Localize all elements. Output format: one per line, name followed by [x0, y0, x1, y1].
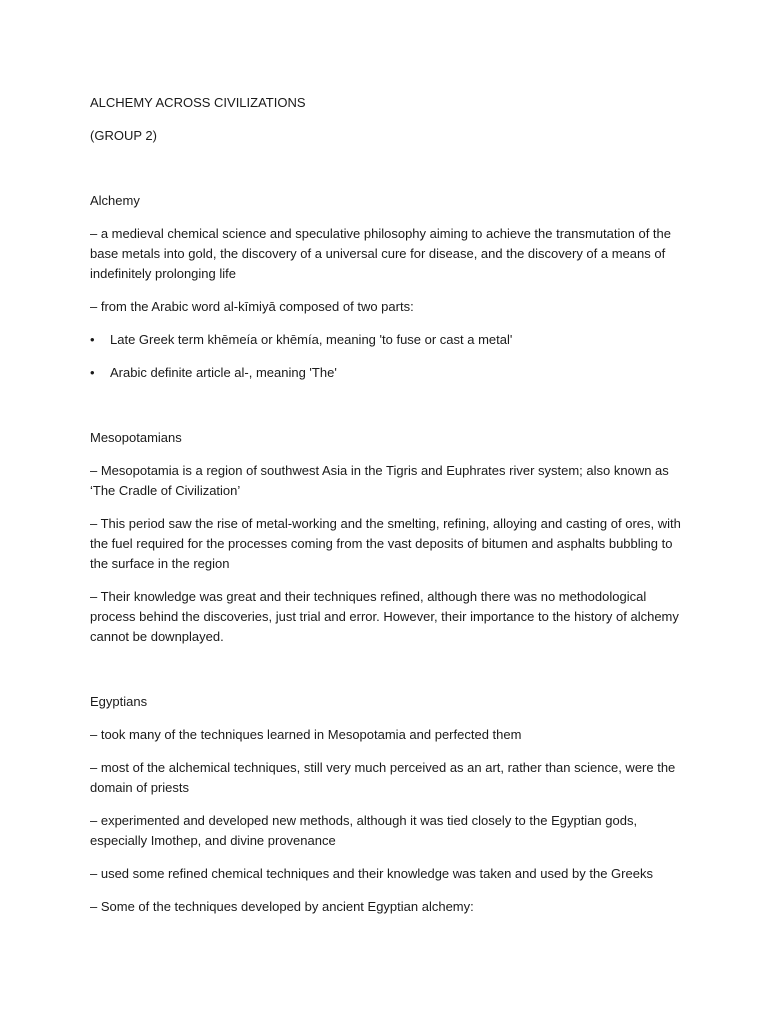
- mesopotamians-paragraph: – Their knowledge was great and their techniques refined, although there was no methodological process behind the discoveries, just trial and error. However, their importance to the history of alchemy cannot be downplayed.: [90, 589, 679, 644]
- mesopotamians-paragraph: – This period saw the rise of metal-working and the smelting, refining, alloying and casting of ores, with the fuel required for the processes coming from the vast deposits of bitumen and asphalts bubbling to the surface in the region: [90, 516, 681, 571]
- bullet-icon: •: [90, 332, 95, 347]
- alchemy-paragraph: – a medieval chemical science and speculative philosophy aiming to achieve the transmutation of the base metals into gold, the discovery of a universal cure for disease, and the discovery of a means of indefinitely prolonging life: [90, 226, 672, 281]
- section-heading-alchemy: Alchemy: [90, 193, 140, 208]
- egyptians-paragraph: – Some of the techniques developed by ancient Egyptian alchemy:: [90, 899, 474, 914]
- alchemy-bullet-list: [90, 330, 690, 383]
- group-label: (GROUP 2): [90, 128, 157, 143]
- mesopotamians-paragraph: – Mesopotamia is a region of southwest Asia in the Tigris and Euphrates river system; also known as ‘The Cradle of Civilization’: [90, 463, 669, 498]
- list-item-text: Arabic definite article al-, meaning 'The': [110, 365, 337, 380]
- list-item: [90, 330, 690, 350]
- alchemy-paragraph: – from the Arabic word al-kīmiyā composed of two parts:: [90, 299, 414, 314]
- section-heading-egyptians: Egyptians: [90, 694, 148, 709]
- egyptians-paragraph: – took many of the techniques learned in Mesopotamia and perfected them: [90, 727, 522, 742]
- section-heading-mesopotamians: Mesopotamians: [90, 430, 182, 445]
- list-item: [90, 363, 690, 383]
- egyptians-paragraph: – used some refined chemical techniques and their knowledge was taken and used by the Greeks: [90, 866, 653, 881]
- egyptians-paragraph: – experimented and developed new methods, although it was tied closely to the Egyptian gods, especially Imothep, and divine provenance: [90, 813, 638, 848]
- document-title: ALCHEMY ACROSS CIVILIZATIONS: [90, 95, 306, 110]
- bullet-icon: •: [90, 365, 95, 380]
- egyptians-paragraph: – most of the alchemical techniques, still very much perceived as an art, rather than science, were the domain of priests: [90, 760, 676, 795]
- list-item-text: Late Greek term khēmeía or khēmía, meaning 'to fuse or cast a metal': [110, 332, 513, 347]
- document-body: [90, 93, 690, 930]
